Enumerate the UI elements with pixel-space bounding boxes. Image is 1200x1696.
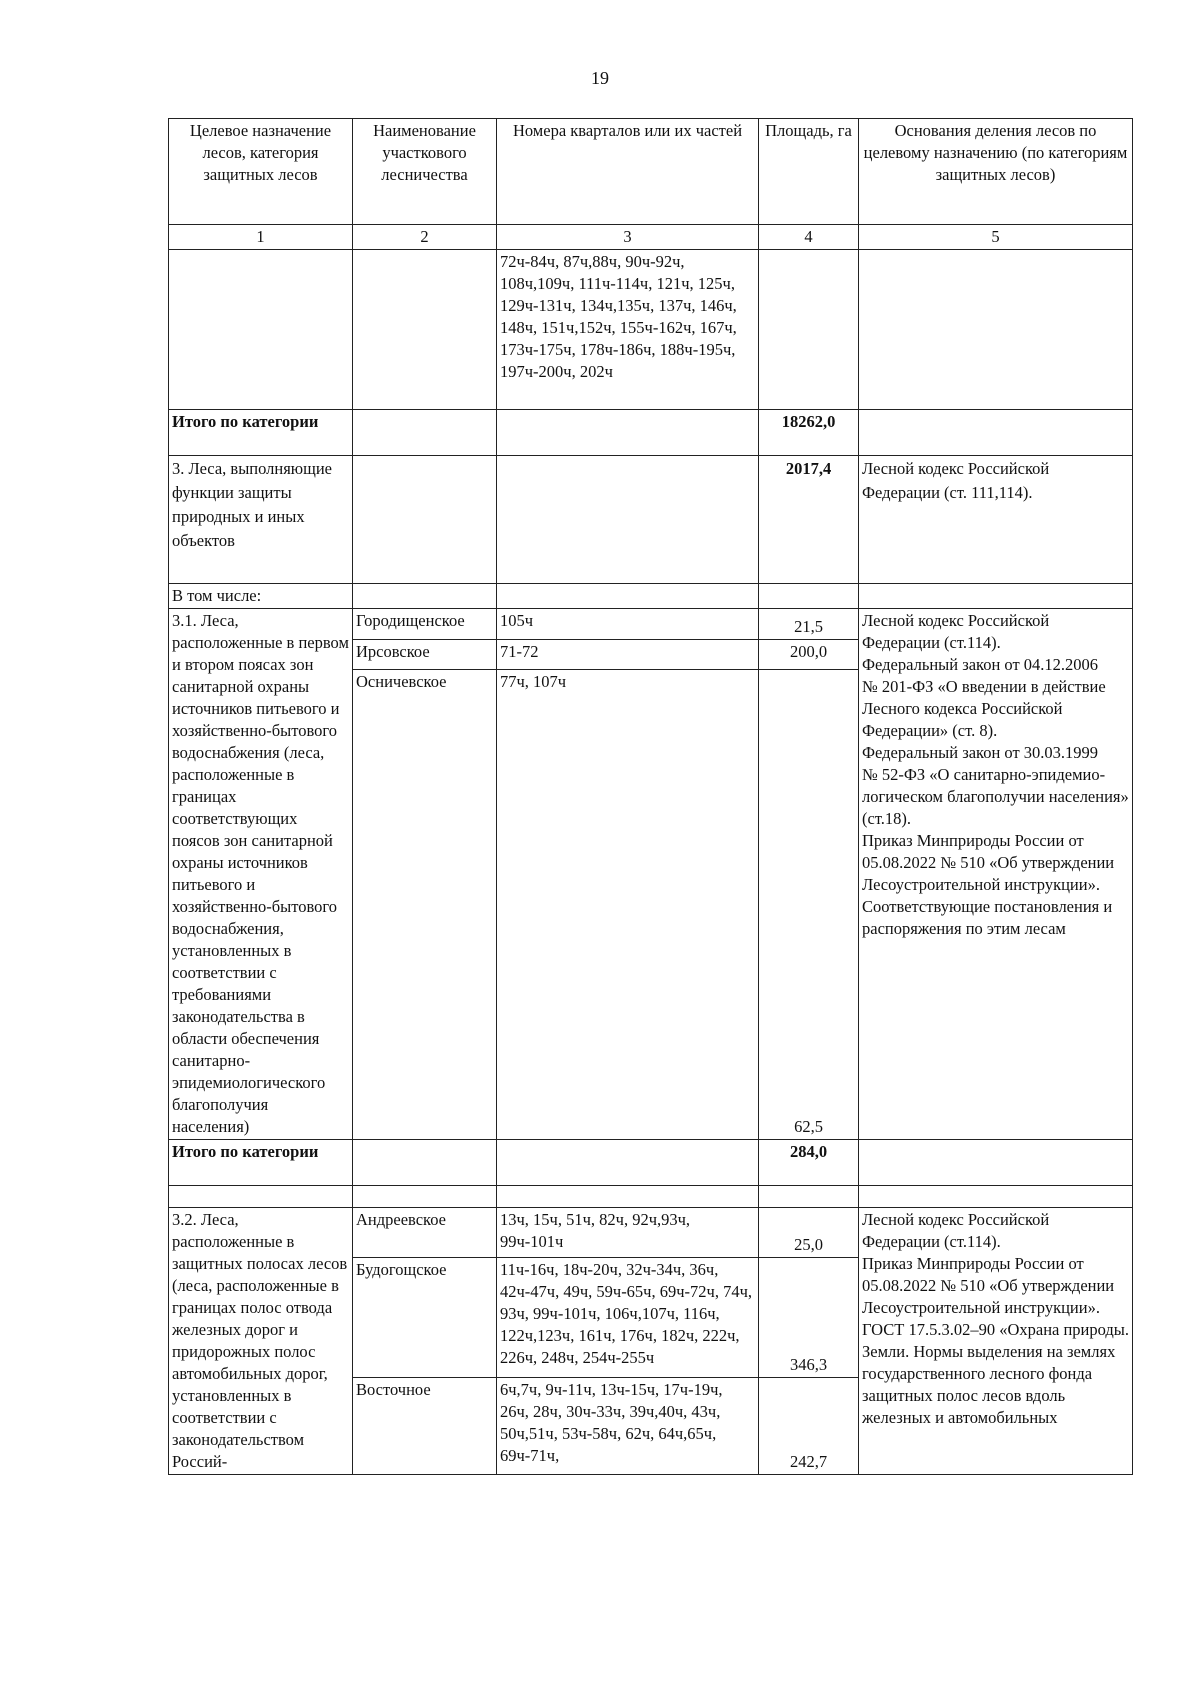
category-3-2-label: 3.2. Леса, расположенные в защитных полосах лесов (леса, расположенные в границах полос отвода железных дорог и придорожных полос автомобильных дорог, установленных в соответствии с законодательством Россий- xyxy=(169,1208,353,1475)
category-3-1-grounds xyxy=(859,609,1133,1140)
area-value: 25,0 xyxy=(759,1208,859,1258)
area-value: 346,3 xyxy=(759,1257,859,1377)
quarters-continued: 72ч-84ч, 87ч,88ч, 90ч-92ч, 108ч,109ч, 111ч-114ч, 121ч, 125ч, 129ч-131ч, 134ч,135ч, 137ч, 146ч, 148ч, 151ч,152ч, 155ч-162ч, 167ч, 173ч-175ч, 178ч-186ч, 188ч-195ч, 197ч-200ч, 202ч xyxy=(497,250,759,410)
table-row xyxy=(169,609,1133,640)
forestry-name: Городищенское xyxy=(353,609,497,640)
category-total-label: Итого по категории xyxy=(169,410,353,456)
cell-empty xyxy=(169,1186,353,1208)
cell-empty xyxy=(859,250,1133,410)
cell-empty xyxy=(859,1140,1133,1186)
legal-ground: Лесной кодекс Российской Федерации (ст.114). xyxy=(862,611,1050,652)
table-row xyxy=(169,410,1133,456)
cell-empty xyxy=(759,584,859,609)
area-value: 21,5 xyxy=(759,609,859,640)
area-value: 200,0 xyxy=(759,640,859,670)
cell-empty xyxy=(169,250,353,410)
category-3-2-grounds xyxy=(859,1208,1133,1475)
cell-empty xyxy=(497,584,759,609)
header-quarter-numbers: Номера кварталов или их частей xyxy=(497,119,759,225)
legal-ground: № 201-ФЗ «О введении в действие Лесного кодекса Российской Федерации» (ст. 8). xyxy=(862,677,1106,740)
category-3-grounds: Лесной кодекс Российской Федерации (ст. 111,114). xyxy=(859,456,1133,584)
table-row xyxy=(169,1140,1133,1186)
cell-empty xyxy=(859,410,1133,456)
legal-ground: Приказ Минприроды России от 05.08.2022 № 510 «Об утверждении Лесоустроительной инструкции». xyxy=(862,1254,1115,1317)
cell-empty xyxy=(353,456,497,584)
header-purpose: Целевое назначение лесов, категория защитных лесов xyxy=(169,119,353,225)
table-row-spacer xyxy=(169,1186,1133,1208)
area-value: 62,5 xyxy=(759,670,859,1140)
column-number: 5 xyxy=(859,225,1133,250)
quarter-list: 71-72 xyxy=(497,640,759,670)
including-label: В том числе: xyxy=(169,584,353,609)
column-number: 4 xyxy=(759,225,859,250)
category-3-area: 2017,4 xyxy=(759,456,859,584)
table-row xyxy=(169,456,1133,584)
cell-empty xyxy=(353,584,497,609)
column-number: 3 xyxy=(497,225,759,250)
table-header-row xyxy=(169,119,1133,225)
quarter-list: 6ч,7ч, 9ч-11ч, 13ч-15ч, 17ч-19ч, 26ч, 28ч, 30ч-33ч, 39ч,40ч, 43ч, 50ч,51ч, 53ч-58ч, 62ч, 64ч,65ч, 69ч-71ч, xyxy=(497,1378,759,1475)
cell-empty xyxy=(759,1186,859,1208)
table-row xyxy=(169,584,1133,609)
cell-empty xyxy=(497,1186,759,1208)
cell-empty xyxy=(353,1186,497,1208)
category-total-area: 18262,0 xyxy=(759,410,859,456)
legal-ground: ГОСТ 17.5.3.02–90 «Охрана природы. Земли. Нормы выделения на землях государственного лесного фонда защитных полос лесов вдоль железных и автомобильных xyxy=(862,1320,1130,1427)
cell-empty xyxy=(859,584,1133,609)
category-3-label: 3. Леса, выполняющие функции защиты природных и иных объектов xyxy=(169,456,353,584)
cell-empty xyxy=(353,1140,497,1186)
legal-ground: № 52-ФЗ «О санитарно-эпидемио-логическом благополучии населения» (ст.18). xyxy=(862,765,1129,828)
page-number: 19 xyxy=(591,68,609,88)
cell-empty xyxy=(759,250,859,410)
column-number: 2 xyxy=(353,225,497,250)
legal-ground: Федеральный закон от 30.03.1999 xyxy=(862,743,1099,762)
quarter-list: 13ч, 15ч, 51ч, 82ч, 92ч,93ч, 99ч-101ч xyxy=(497,1208,759,1258)
cell-empty xyxy=(497,456,759,584)
category-total-label: Итого по категории xyxy=(169,1140,353,1186)
cell-empty xyxy=(353,410,497,456)
cell-empty xyxy=(497,1140,759,1186)
legal-ground: Соответствующие постановления и распоряжения по этим лесам xyxy=(862,897,1113,938)
header-area: Площадь, га xyxy=(759,119,859,225)
legal-ground: Приказ Минприроды России от 05.08.2022 № 510 «Об утверждении Лесоустроительной инструкции». xyxy=(862,831,1115,894)
table-row xyxy=(169,1208,1133,1258)
header-forestry-name: Наименование участкового лесничества xyxy=(353,119,497,225)
legal-ground: Лесной кодекс Российской Федерации (ст.114). xyxy=(862,1210,1050,1251)
area-value: 242,7 xyxy=(759,1378,859,1475)
quarter-list: 77ч, 107ч xyxy=(497,670,759,1140)
category-3-1-label: 3.1. Леса, расположенные в первом и втором поясах зон санитарной охраны источников питьевого и хозяйственно-бытового водоснабжения (леса, расположенные в границах соответствующих поясов зон санитарной охраны источников питьевого и хозяйственно-бытового водоснабжения, установленных в соответствии с требованиями законодательства в области обеспечения санитарно-эпидемиологического благополучия населения) xyxy=(169,609,353,1140)
quarter-list: 11ч-16ч, 18ч-20ч, 32ч-34ч, 36ч, 42ч-47ч, 49ч, 59ч-65ч, 69ч-72ч, 74ч, 93ч, 99ч-101ч, 106ч,107ч, 116ч, 122ч,123ч, 161ч, 176ч, 182ч, 222ч, 226ч, 248ч, 254ч-255ч xyxy=(497,1257,759,1377)
cell-empty xyxy=(497,410,759,456)
cell-empty xyxy=(353,250,497,410)
forest-purpose-table xyxy=(168,118,1133,1475)
category-total-area: 284,0 xyxy=(759,1140,859,1186)
quarter-list: 105ч xyxy=(497,609,759,640)
forestry-name: Андреевское xyxy=(353,1208,497,1258)
header-grounds: Основания деления лесов по целевому назначению (по категориям защитных лесов) xyxy=(859,119,1133,225)
forestry-name: Восточное xyxy=(353,1378,497,1475)
cell-empty xyxy=(859,1186,1133,1208)
column-number-row xyxy=(169,225,1133,250)
table-row xyxy=(169,250,1133,410)
forestry-name: Будогощское xyxy=(353,1257,497,1377)
forestry-name: Осничевское xyxy=(353,670,497,1140)
legal-ground: Федеральный закон от 04.12.2006 xyxy=(862,655,1099,674)
column-number: 1 xyxy=(169,225,353,250)
forestry-name: Ирсовское xyxy=(353,640,497,670)
